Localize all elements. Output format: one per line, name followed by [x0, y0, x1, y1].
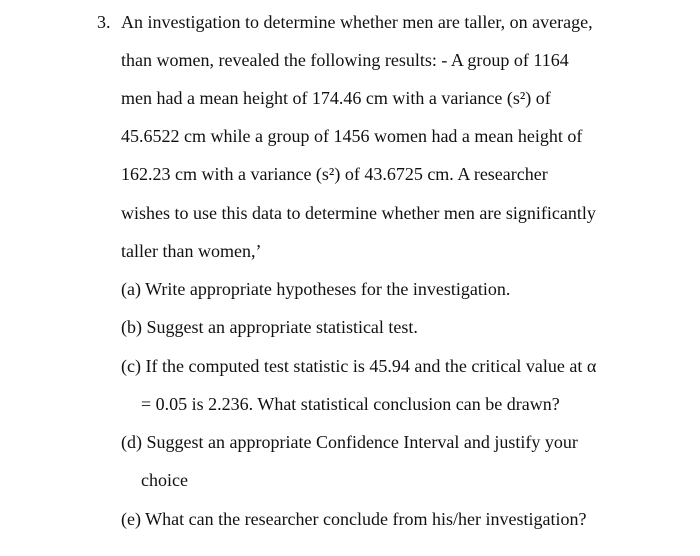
part-e-line-1: (e) What can the researcher conclude from his/her investigation? — [121, 509, 587, 529]
question-number: 3. — [97, 12, 111, 32]
question-stem-line-7: taller than women,’ — [121, 241, 262, 261]
question-stem-line-4: 45.6522 cm while a group of 1456 women had a mean height of — [121, 126, 583, 146]
question-stem-line-2: than women, revealed the following results: - A group of 1164 — [121, 50, 569, 70]
question-stem-line-1: An investigation to determine whether men are taller, on average, — [121, 12, 593, 32]
part-d-line-2: choice — [141, 470, 188, 490]
part-c-line-2: = 0.05 is 2.236. What statistical conclusion can be drawn? — [141, 394, 560, 414]
question-stem-line-5: 162.23 cm with a variance (s²) of 43.6725 cm. A researcher — [121, 164, 548, 184]
part-a-line-1: (a) Write appropriate hypotheses for the investigation. — [121, 279, 511, 299]
question-stem-line-6: wishes to use this data to determine whether men are significantly — [121, 203, 596, 223]
question-stem-line-3: men had a mean height of 174.46 cm with a variance (s²) of — [121, 88, 551, 108]
part-d-line-1: (d) Suggest an appropriate Confidence Interval and justify your — [121, 432, 578, 452]
part-c-line-1: (c) If the computed test statistic is 45.94 and the critical value at α — [121, 356, 597, 376]
part-b-line-1: (b) Suggest an appropriate statistical test. — [121, 317, 418, 337]
